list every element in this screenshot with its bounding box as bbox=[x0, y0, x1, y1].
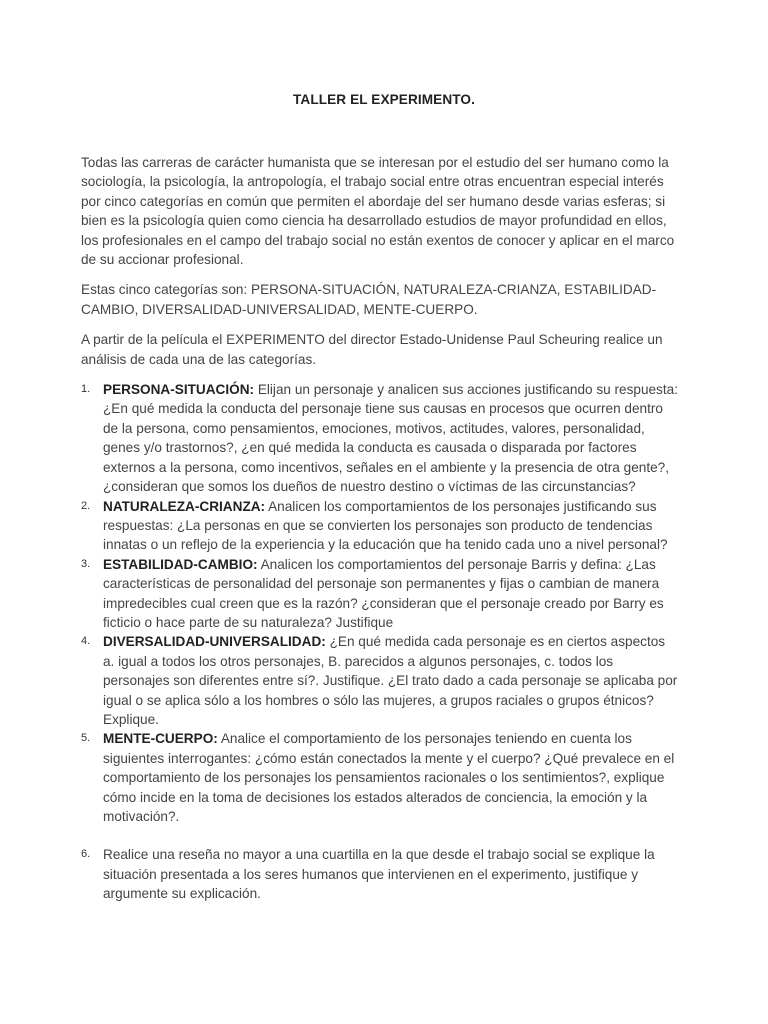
task-list bbox=[81, 380, 679, 904]
intro-paragraph: Todas las carreras de carácter humanista que se interesan por el estudio del ser humano como la sociología, la psicología, la antropología, el trabajo social entre otras encuentran especial interés por cinco categorías en común que permiten el abordaje del ser humano desde varias esferas; si bien es la psicología quien como ciencia ha desarrollado estudios de mayor profundidad en ellos, los profesionales en el campo del trabajo social no están exentos de conocer y aplicar en el marco de su accionar profesional. bbox=[81, 155, 675, 268]
list-item-heading: DIVERSALIDAD-UNIVERSALIDAD: bbox=[103, 634, 326, 650]
list-item-heading: PERSONA-SITUACIÓN: bbox=[103, 382, 255, 398]
list-item-heading: ESTABILIDAD-CAMBIO: bbox=[103, 556, 258, 572]
list-item bbox=[81, 632, 679, 729]
list-item bbox=[81, 555, 679, 633]
list-item-text: Elijan un personaje y analicen sus acciones justificando su respuesta: ¿En qué medida la conducta del personaje tiene sus causas en procesos que ocurren dentro de la persona, como pensamientos, emociones, motivos, actitudes, valores, personalidad, genes y/o trastornos?, ¿en qué medida la conducta es causada o disparada por factores externos a la persona, como incentivos, señales en el ambiente y la presencia de otra gente?, ¿consideran que somos los dueños de nuestro destino o víctimas de las circunstancias? bbox=[103, 382, 678, 495]
list-item-number: 4. bbox=[81, 635, 91, 648]
list-item-text: Realice una reseña no mayor a una cuartilla en la que desde el trabajo social se explique la situación presentada a los seres humanos que intervienen en el experimento, justifique y argumente su explicación. bbox=[103, 847, 655, 902]
list-item-text: Analicen los comportamientos de los personajes justificando sus respuestas: ¿La personas en que se convierten los personajes son producto de tendencias innatas o un reflejo de la experiencia y la educación que ha tenido cada uno a nivel personal? bbox=[103, 498, 668, 553]
categories-paragraph: Estas cinco categorías son: PERSONA-SITUACIÓN, NATURALEZA-CRIANZA, ESTABILIDAD-CAMBIO, DIVERSALIDAD-UNIVERSALIDAD, MENTE-CUERPO. bbox=[81, 282, 657, 317]
list-item-heading: MENTE-CUERPO: bbox=[103, 731, 218, 747]
list-item-number: 2. bbox=[81, 499, 91, 512]
list-item-text: Analice el comportamiento de los personajes teniendo en cuenta los siguientes interrogantes: ¿cómo están conectados la mente y el cuerpo? ¿Qué prevalece en el comportamiento de los personajes los pensamientos racionales o los sentimientos?, explique cómo incide en la toma de decisiones los estados alterados de conciencia, la emoción y la motivación?. bbox=[103, 731, 675, 824]
list-item-number: 6. bbox=[81, 848, 91, 861]
list-item bbox=[81, 845, 679, 903]
list-item-number: 5. bbox=[81, 732, 91, 745]
document-body bbox=[81, 153, 679, 904]
document-title: TALLER EL EXPERIMENTO. bbox=[293, 92, 475, 107]
list-item-number: 1. bbox=[81, 383, 91, 396]
list-item-text: ¿En qué medida cada personaje es en ciertos aspectos a. igual a todos los otros personajes, B. parecidos a algunos personajes, c. todos los personajes son diferentes entre sí?. Justifique. ¿El trato dado a cada personaje se aplicaba por igual o se aplica sólo a los hombres o sólo las mujeres, a grupos raciales o grupos étnicos? Explique. bbox=[103, 634, 678, 727]
list-item-heading: NATURALEZA-CRIANZA: bbox=[103, 498, 266, 514]
list-item bbox=[81, 497, 679, 555]
instructions-paragraph: A partir de la película el EXPERIMENTO del director Estado-Unidense Paul Scheuring realice un análisis de cada una de las categorías. bbox=[81, 332, 663, 367]
list-item-text: Analicen los comportamientos del personaje Barris y defina: ¿Las características de personalidad del personaje son permanentes y fijas o cambian de manera impredecibles cual creen que es la razón? ¿consideran que el personaje creado por Barry es ficticio o hace parte de su naturaleza? Justifique bbox=[103, 556, 664, 630]
list-item bbox=[81, 380, 679, 496]
list-item bbox=[81, 729, 679, 826]
list-item-number: 3. bbox=[81, 557, 91, 570]
